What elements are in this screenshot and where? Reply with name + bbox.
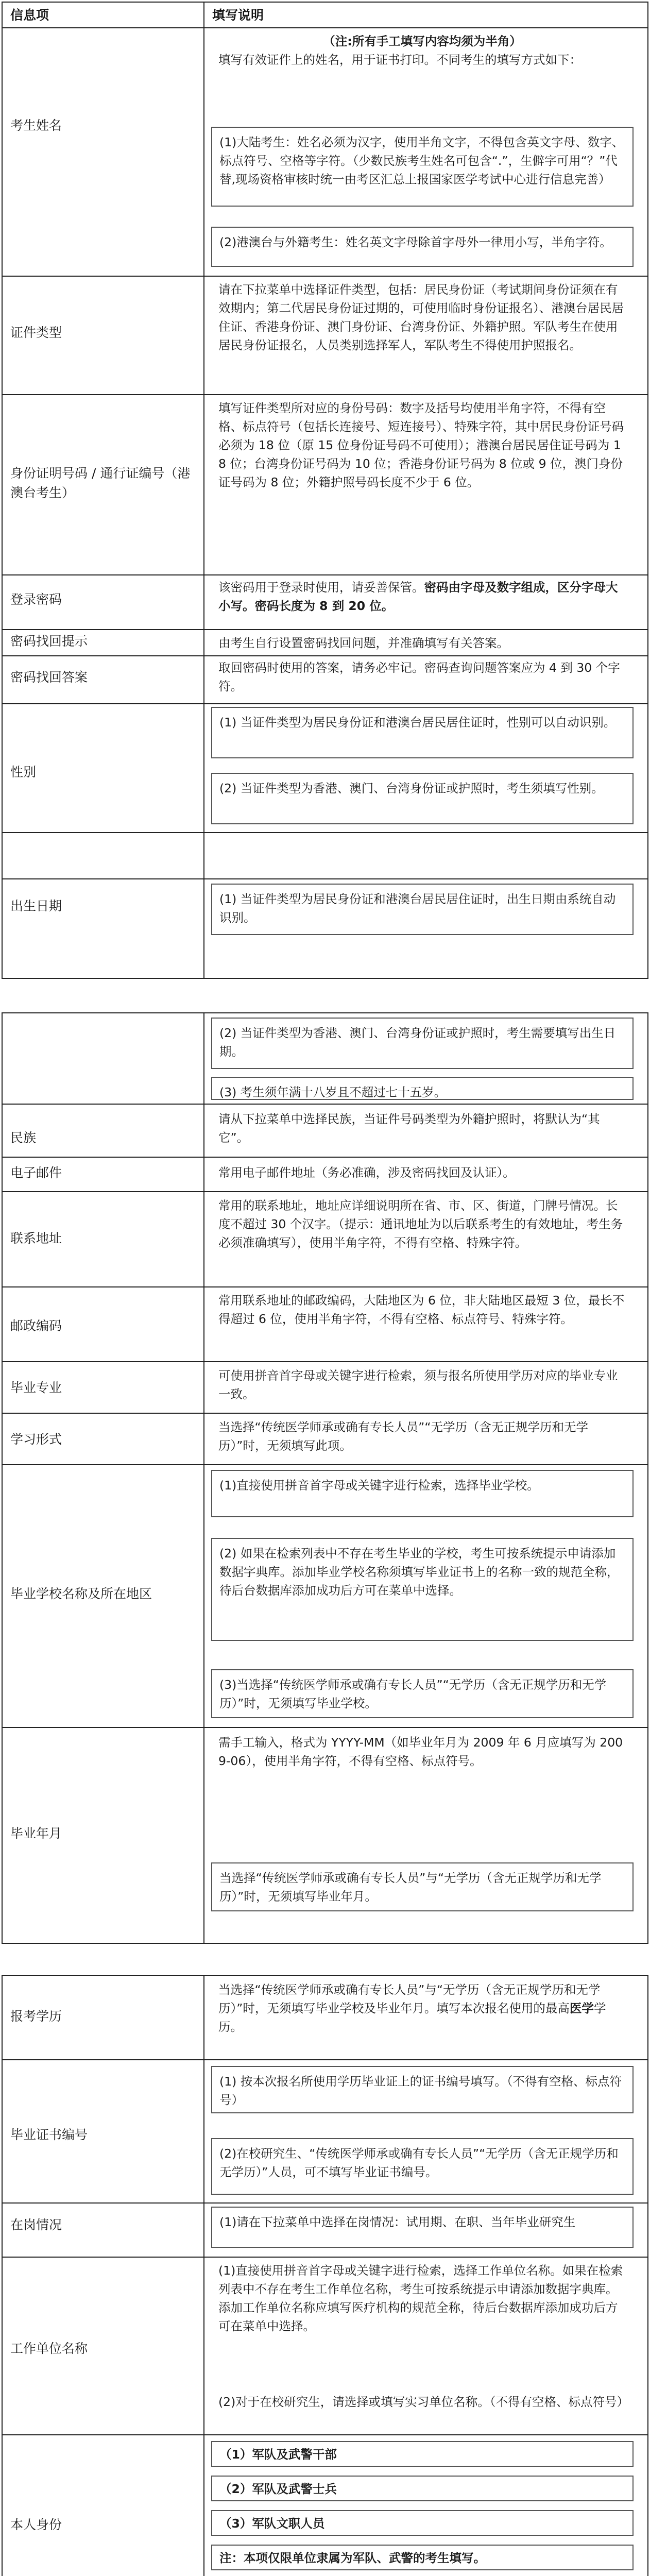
- label-birth-date: 出生日期: [10, 899, 62, 913]
- column-divider: [203, 1976, 204, 2576]
- row-divider: [3, 1157, 647, 1158]
- row-divider: [3, 878, 647, 879]
- row-divider: [3, 276, 647, 277]
- label-school: 毕业学校名称及所在地区: [10, 1586, 152, 1601]
- label-name: 考生姓名: [10, 118, 62, 133]
- row-divider: [3, 1413, 647, 1414]
- label-pwd-answer: 密码找回答案: [10, 670, 88, 685]
- column-divider: [203, 1013, 204, 1943]
- postcode-text: 常用联系地址的邮政编码，大陆地区为 6 位，非大陆地区最短 3 位，最长不得超过 6 位，使用半角字符，不得有空格、标点符号、特殊字符。: [218, 1293, 625, 1326]
- row-divider: [3, 2434, 647, 2435]
- password-text-normal: 该密码用于登录时使用，请妥善保管。: [218, 580, 424, 595]
- identity-option-2: （2）军队及武警士兵: [211, 2476, 634, 2501]
- name-intro: [211, 30, 634, 81]
- pwd-hint-text: 由考生自行设置密码找回问题，并准确填写有关答案。: [218, 636, 509, 650]
- label-address: 联系地址: [10, 1231, 62, 1246]
- name-intro-text: 填写有效证件上的姓名，用于证书打印。不同考生的填写方式如下：: [218, 53, 581, 67]
- label-email: 电子邮件: [10, 1165, 62, 1180]
- row-divider: [3, 629, 647, 630]
- row-divider: [3, 1286, 647, 1287]
- id-number-text: 填写证件类型所对应的身份号码：数字及括号均使用半角字符，不得有空格、标点符号（包括长连接号、短连接号）、特殊字符，其中居民身份证号码必须为 18 位（原 15 位身份证号码不可使用）；港澳台居民居住证号码为 18 位；台湾身份证号码为 10 位；香港身份证号码为 8 位或 9 位，澳门身份证号码为 8 位；外籍护照号码长度不少于 6 位。: [218, 401, 624, 489]
- major-text: 可使用拼音首字母或关键字进行检索，须与报名所使用学历对应的毕业专业一致。: [218, 1368, 618, 1401]
- birth-auto: (1) 当证件类型为居民身份证和港澳台居民居住证时，出生日期由系统自动识别。: [211, 884, 634, 935]
- label-cert-no: 毕业证书编号: [10, 2127, 88, 2142]
- school-search: (1)直接使用拼音首字母或关键字进行检索，选择毕业学校。: [211, 1470, 634, 1517]
- label-postcode: 邮政编码: [10, 1318, 62, 1333]
- education-text-normal: 当选择“传统医学师承或确有专长人员”与“无学历（含无正规学历和无学历）”时，无须填写毕业学校及毕业年月。填写本次报名使用的最高: [218, 1982, 601, 2015]
- label-gender: 性别: [10, 765, 37, 779]
- halfwidth-note: （注:所有手工填写内容均须为半角）: [323, 34, 522, 48]
- identity-option-1: （1）军队及武警干部: [211, 2441, 634, 2467]
- row-divider: [3, 1191, 647, 1192]
- label-work-unit: 工作单位名称: [10, 2341, 88, 2356]
- row-divider: [3, 2257, 647, 2258]
- grad-date-skip: 当选择“传统医学师承或确有专长人员”与“无学历（含无正规学历和无学历）”时，无须填写毕业年月。: [211, 1862, 634, 1911]
- grad-date-format: 需手工输入，格式为 YYYY-MM（如毕业年月为 2009 年 6 月应填写为 2009-06），使用半角字符，不得有空格、标点符号。: [218, 1735, 623, 1768]
- label-password: 登录密码: [10, 592, 62, 607]
- label-id-type: 证件类型: [10, 325, 62, 340]
- label-ethnic: 民族: [10, 1130, 37, 1145]
- email-text: 常用电子邮件地址（务必准确，涉及密码找回及认证）。: [218, 1165, 515, 1180]
- address-text: 常用的联系地址，地址应详细说明所在省、市、区、街道，门牌号情况。长度不超过 30 个汉字。（提示：通讯地址为以后联系考生的有效地址，考生务必须准确填写），使用半角字符，不得有空格、特殊字符。: [218, 1198, 623, 1250]
- birth-manual: (2) 当证件类型为香港、澳门、台湾身份证或护照时，考生需要填写出生日期。: [211, 1018, 634, 1069]
- gender-manual: (2) 当证件类型为香港、澳门、台湾身份证或护照时，考生须填写性别。: [211, 773, 634, 824]
- education-text-tail: 学历。: [218, 2001, 606, 2034]
- password-text-bold: 密码由字母及数字组成，区分字母大小写。密码长度为 8 到 20 位。: [218, 580, 618, 613]
- label-education: 报考学历: [10, 2009, 62, 2024]
- row-divider: [3, 1104, 647, 1105]
- school-add: (2) 如果在检索列表中不存在考生毕业的学校，考生可按系统提示申请添加数据字典库。添加毕业学校名称须填写毕业证书上的名称一致的规范全称，待后台数据库添加成功后方可在菜单中选择。: [211, 1538, 634, 1641]
- name-rule-foreign: (2)港澳台与外籍考生：姓名英文字母除首字母外一律用小写，半角字符。: [211, 227, 634, 267]
- gender-auto: (1) 当证件类型为居民身份证和港澳台居民居住证时，性别可以自动识别。: [211, 707, 634, 758]
- name-rule-mainland: (1)大陆考生：姓名必须为汉字，使用半角文字，不得包含英文字母、数字、标点符号、空格等字符。（少数民族考生姓名可包含“.”，生僻字可用“？”代替,现场资格审核时统一由考区汇总上报国家医学考试中心进行信息完善）: [211, 127, 634, 207]
- row-divider: [3, 2202, 647, 2204]
- row-divider: [3, 574, 647, 575]
- header-instruction: 填写说明: [212, 8, 264, 23]
- on-job-text: (1)请在下拉菜单中选择在岗情况：试用期、在职、当年毕业研究生: [211, 2207, 634, 2248]
- label-pwd-hint: 密码找回提示: [10, 634, 88, 649]
- ethnic-text: 请从下拉菜单中选择民族，当证件号码类型为外籍护照时，将默认为“其它”。: [218, 1112, 600, 1145]
- id-type-text: 请在下拉菜单中选择证件类型，包括：居民身份证（考试期间身份证须在有效期内；第二代居民身份证过期的，可使用临时身份证报名）、港澳台居民居住证、香港身份证、澳门身份证、台湾身份证、外籍护照。军队考生在使用居民身份证报名，人员类别选择军人，军队考生不得使用护照报名。: [218, 282, 624, 352]
- row-divider: [3, 2059, 647, 2060]
- work-unit-search: (1)直接使用拼音首字母或关键字进行检索，选择工作单位名称。如果在检索列表中不存在考生工作单位名称，考生可按系统提示申请添加数据字典库。添加工作单位名称应填写医疗机构的规范全称，待后台数据库添加成功后方可在菜单中选择。: [218, 2263, 623, 2333]
- pwd-answer-text: 取回密码时使用的答案，请务必牢记。密码查询问题答案应为 4 到 30 个字符。: [218, 660, 620, 693]
- header-info-item: 信息项: [10, 8, 49, 23]
- label-study-form: 学习形式: [10, 1432, 62, 1447]
- identity-option-3: （3）军队文职人员: [211, 2510, 634, 2536]
- study-form-text: 当选择“传统医学师承或确有专长人员”“无学历（含无正规学历和无学历）”时，无须填写此项。: [218, 1420, 589, 1453]
- school-skip: (3)当选择“传统医学师承或确有专长人员”“无学历（含无正规学历和无学历）”时，无须填写毕业学校。: [211, 1669, 634, 1718]
- row-divider: [3, 703, 647, 704]
- row-divider: [3, 394, 647, 395]
- row-divider: [3, 1727, 647, 1728]
- password-text: [211, 576, 634, 625]
- cert-no-rule: (1) 按本次报名所使用学历毕业证上的证书编号填写。（不得有空格、标点符号）: [211, 2066, 634, 2113]
- label-grad-date: 毕业年月: [10, 1826, 62, 1841]
- birth-age-limit: (3) 考生须年满十八岁且不超过七十五岁。: [211, 1077, 634, 1100]
- label-on-job: 在岗情况: [10, 2217, 62, 2232]
- education-text-bold: 医学: [569, 2001, 594, 2015]
- row-divider: [3, 27, 647, 28]
- label-major: 毕业专业: [10, 1380, 62, 1395]
- row-divider: [3, 1361, 647, 1362]
- row-divider: [3, 832, 647, 833]
- label-id-number: 身份证明号码 / 通行证编号（港澳台考生）: [10, 466, 191, 500]
- row-divider: [3, 1464, 647, 1465]
- label-identity: 本人身份: [10, 2517, 62, 2532]
- cert-no-exempt: (2)在校研究生、“传统医学师承或确有专长人员”“无学历（含无正规学历和无学历）”人员，可不填写毕业证书编号。: [211, 2138, 634, 2195]
- identity-note: 注：本项仅限单位隶属为军队、武警的考生填写。: [211, 2545, 634, 2570]
- work-unit-student: (2)对于在校研究生，请选择或填写实习单位名称。（不得有空格、标点符号）: [218, 2395, 629, 2409]
- education-text: [211, 1978, 634, 2056]
